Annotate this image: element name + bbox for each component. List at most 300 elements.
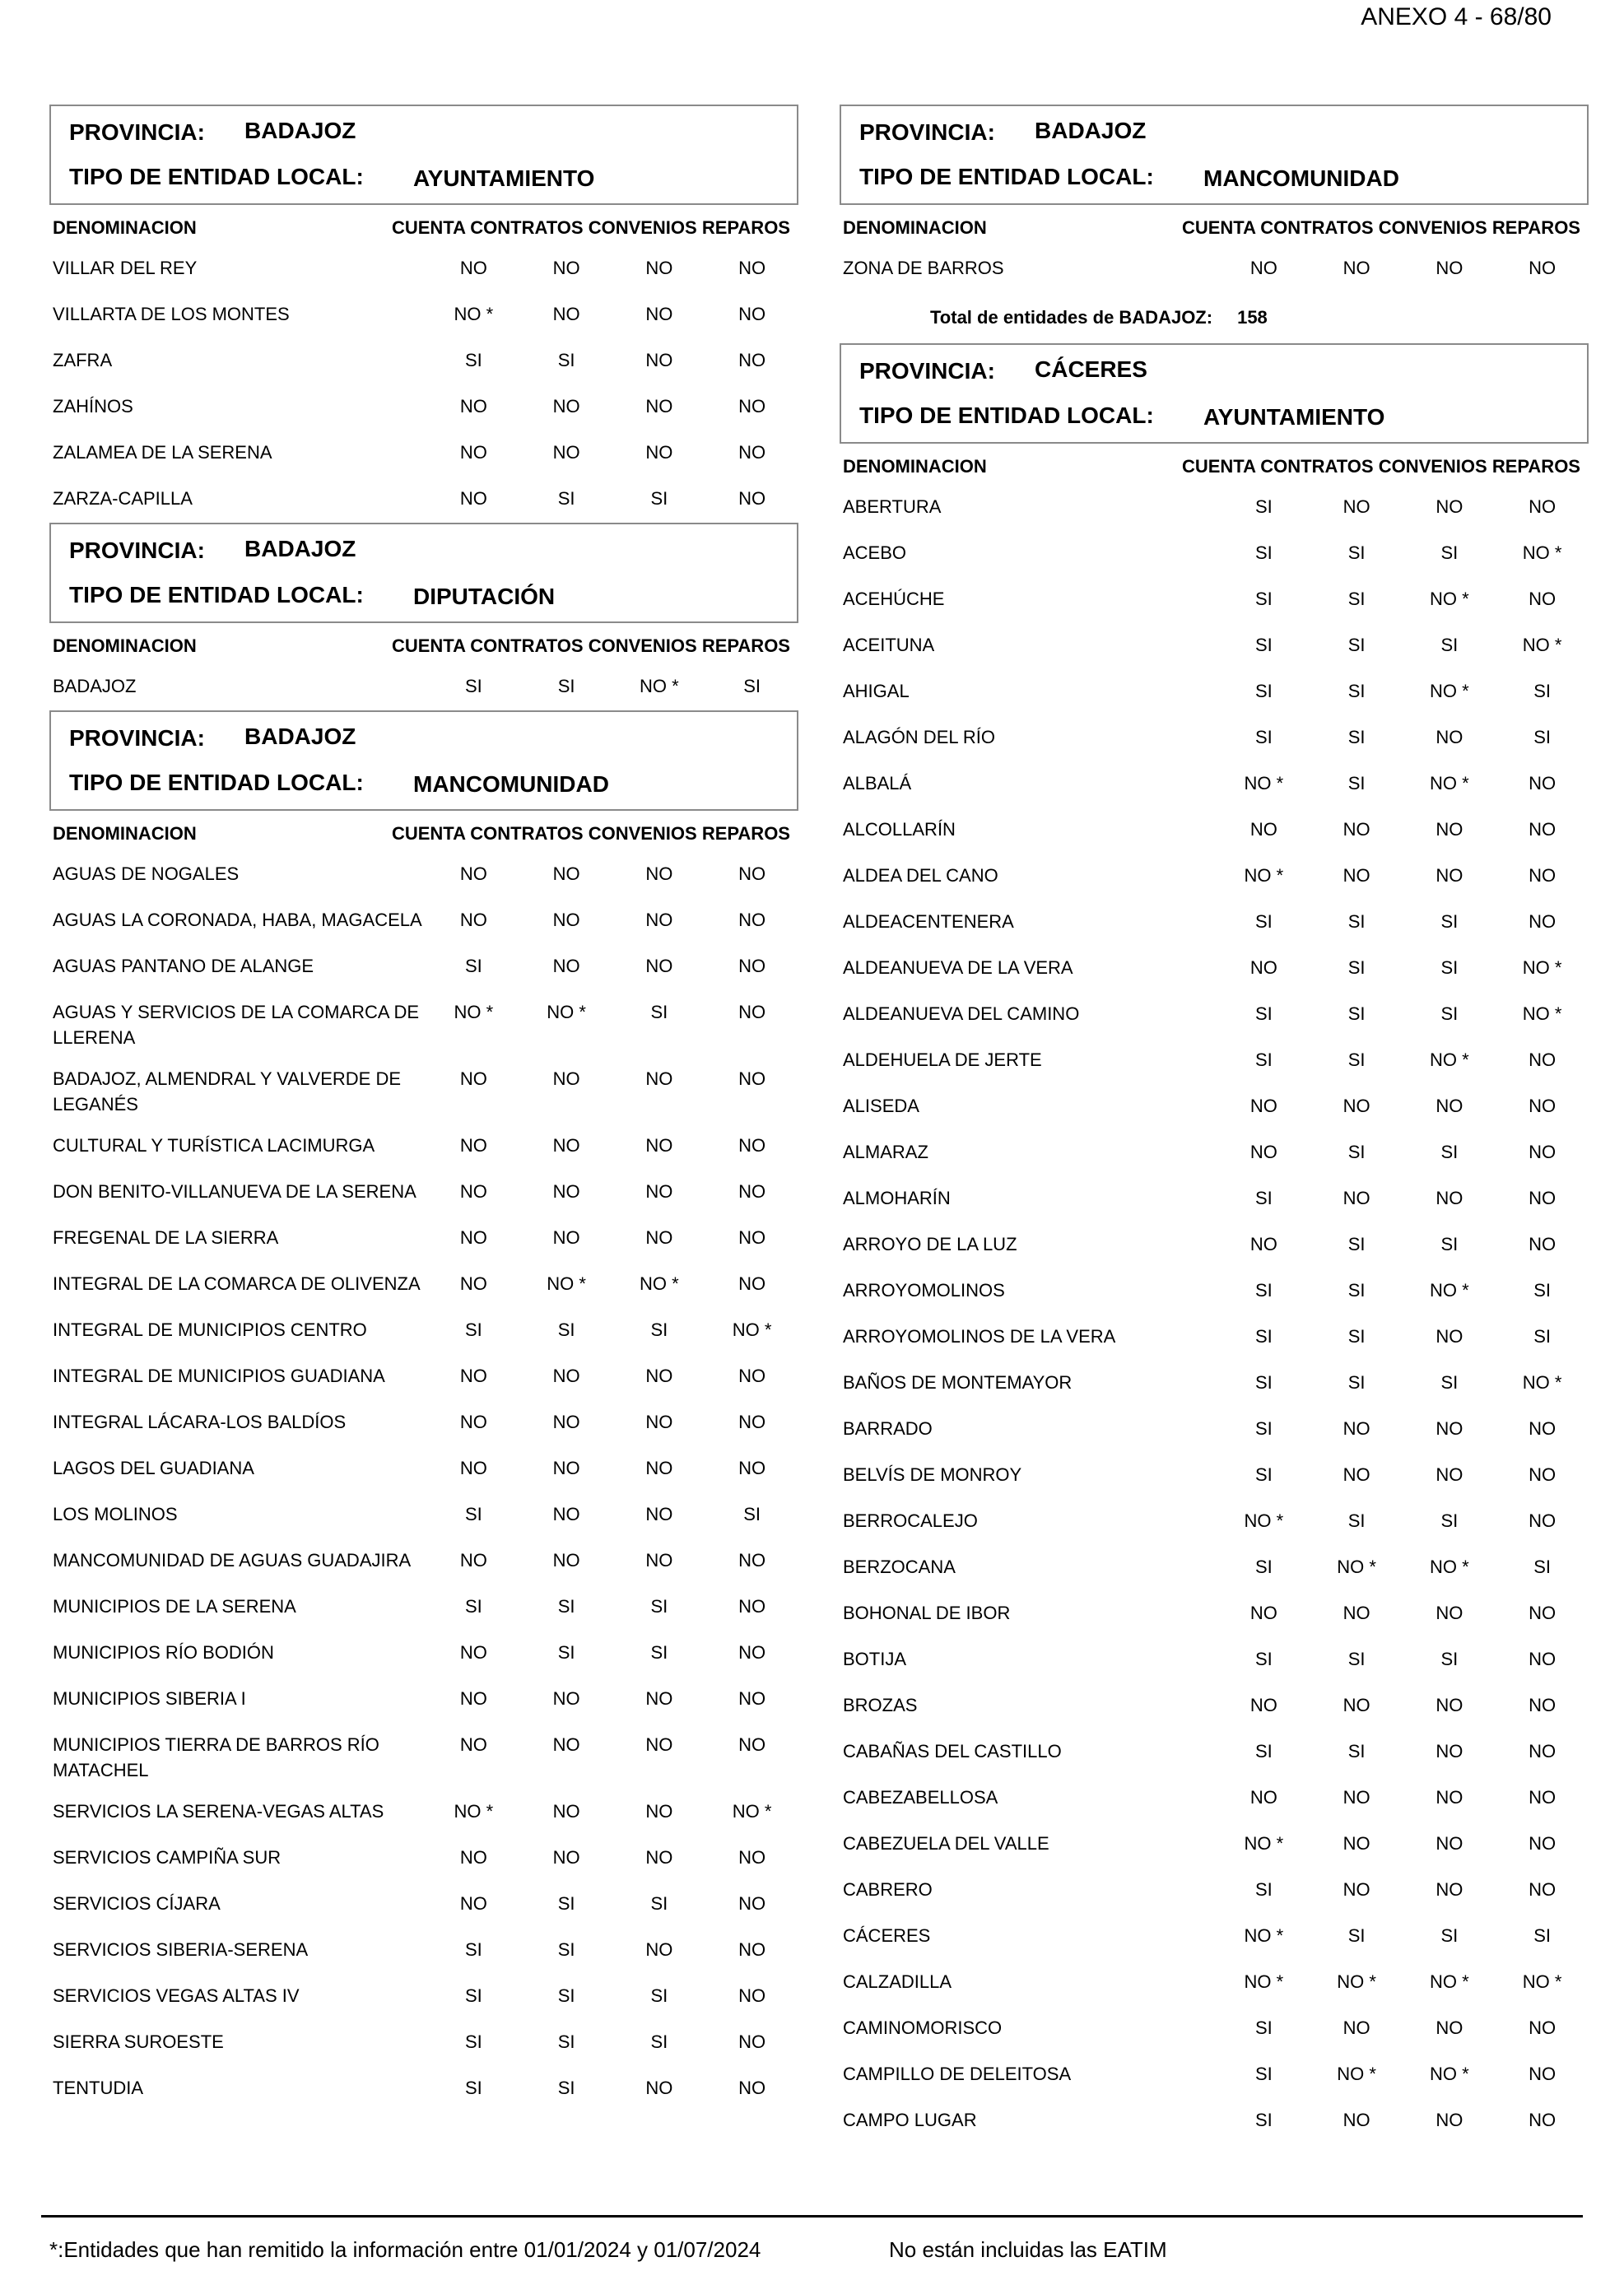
cuenta-value: NO [459, 863, 487, 884]
cuenta-value: NO [459, 1227, 487, 1248]
cuenta-value: NO [459, 1366, 487, 1386]
entity-name: CABRERO [843, 1879, 933, 1900]
reparos-value: NO [1529, 1603, 1557, 1623]
provincia-value: BADAJOZ [244, 536, 356, 561]
contratos-value: SI [1347, 589, 1366, 609]
reparos-value: NO [1529, 911, 1557, 932]
convenios-value: NO [1436, 819, 1463, 840]
convenios-value: NO * [1430, 1280, 1469, 1301]
cuenta-value: NO [1249, 819, 1277, 840]
status-columns-header: CUENTA CONTRATOS CONVENIOS REPAROS [391, 635, 790, 656]
table-row [840, 1453, 1589, 1499]
contratos-value: NO [552, 910, 580, 930]
reparos-value: SI [743, 1504, 761, 1524]
table-row [49, 1974, 798, 2020]
table-row [49, 1308, 798, 1354]
entity-name: BARRADO [843, 1418, 933, 1439]
cuenta-value: SI [1254, 681, 1273, 701]
cuenta-value: NO [1249, 1603, 1277, 1623]
convenios-value: SI [650, 1893, 668, 1914]
reparos-value: NO [738, 1642, 766, 1663]
table-row [49, 292, 798, 338]
contratos-value: NO [1342, 2110, 1370, 2130]
table-row [840, 577, 1589, 623]
convenios-value: NO * [1430, 589, 1469, 609]
table-row [840, 1868, 1589, 1914]
table-row [840, 1637, 1589, 1683]
entity-name: ALISEDA [843, 1096, 919, 1116]
table-row [49, 1170, 798, 1216]
entity-name: CABAÑAS DEL CASTILLO [843, 1741, 1062, 1761]
left-column [49, 105, 798, 2112]
total-label: Total de entidades de BADAJOZ: [930, 307, 1213, 328]
cuenta-value: NO [459, 1135, 487, 1156]
entity-name: SERVICIOS CAMPIÑA SUR [53, 1847, 282, 1868]
contratos-value: SI [1347, 1280, 1366, 1301]
contratos-value: NO [552, 1504, 580, 1524]
cuenta-value: SI [1254, 911, 1273, 932]
table-row [49, 1354, 798, 1400]
table-row [49, 2066, 798, 2112]
cuenta-value: SI [464, 1985, 482, 2006]
contratos-value: NO [552, 1366, 580, 1386]
contratos-value: NO [1342, 819, 1370, 840]
entity-name: CABEZABELLOSA [843, 1787, 998, 1808]
reparos-value: NO [738, 1688, 766, 1709]
right-column [840, 105, 1589, 2144]
contratos-value: SI [1347, 1003, 1366, 1024]
convenios-value: NO [645, 910, 673, 930]
convenios-value: SI [1440, 911, 1459, 932]
reparos-value: NO * [1522, 1971, 1562, 1992]
convenios-value: NO [1436, 1326, 1463, 1347]
entity-name: BERROCALEJO [843, 1510, 978, 1531]
cuenta-value: NO * [1244, 1971, 1284, 1992]
table-row [840, 807, 1589, 854]
tipo-entidad-value: AYUNTAMIENTO [1203, 404, 1385, 430]
entity-name: ARROYOMOLINOS DE LA VERA [843, 1326, 1116, 1347]
reparos-value: SI [1533, 1557, 1551, 1577]
cuenta-value: SI [1254, 1003, 1273, 1024]
contratos-value: NO [1342, 2017, 1370, 2038]
entity-name: ALDEA DEL CANO [843, 865, 998, 886]
table-row [49, 338, 798, 384]
footnote: *:Entidades que han remitido la información entre 01/01/2024 y 01/07/2024 [49, 2237, 761, 2262]
table-row [49, 1492, 798, 1538]
table-row [840, 992, 1589, 1038]
reparos-value: NO [1529, 1649, 1557, 1669]
convenios-value: NO [645, 1458, 673, 1478]
cuenta-value: NO [459, 1068, 487, 1089]
cuenta-value: NO [1249, 1142, 1277, 1162]
reparos-value: NO [1529, 1741, 1557, 1761]
reparos-value: NO [738, 350, 766, 370]
entity-header-box [49, 105, 798, 205]
contratos-value: SI [557, 488, 575, 509]
reparos-value: NO [738, 258, 766, 278]
table-row [49, 852, 798, 898]
reparos-value: NO [738, 1002, 766, 1022]
reparos-value: NO [738, 488, 766, 509]
reparos-value: NO [1529, 773, 1557, 793]
convenios-value: NO [645, 396, 673, 417]
contratos-value: NO [552, 1412, 580, 1432]
table-row [49, 1057, 798, 1124]
contratos-value: SI [557, 2078, 575, 2098]
table-row [840, 1914, 1589, 1960]
cuenta-value: SI [1254, 1464, 1273, 1485]
reparos-value: NO [738, 1985, 766, 2006]
entity-name: LAGOS DEL GUADIANA [53, 1458, 254, 1478]
contratos-value: NO [552, 863, 580, 884]
reparos-value: NO * [1522, 1003, 1562, 1024]
entity-name: VILLARTA DE LOS MONTES [53, 304, 290, 324]
cuenta-value: NO [459, 488, 487, 509]
reparos-value: NO [1529, 1234, 1557, 1254]
entity-name: VILLAR DEL REY [53, 258, 198, 278]
convenios-value: NO [1436, 2110, 1463, 2130]
table-row [840, 1407, 1589, 1453]
contratos-value: SI [1347, 1234, 1366, 1254]
status-columns-header: CUENTA CONTRATOS CONVENIOS REPAROS [1181, 456, 1580, 477]
cuenta-value: NO [459, 1688, 487, 1709]
reparos-value: NO [738, 304, 766, 324]
reparos-value: NO [1529, 2110, 1557, 2130]
entity-name: FREGENAL DE LA SIERRA [53, 1227, 279, 1248]
table-row [840, 246, 1589, 292]
convenios-value: NO [1436, 1418, 1463, 1439]
table-row [49, 1882, 798, 1928]
table-row [49, 664, 798, 710]
table-row [840, 1268, 1589, 1315]
convenios-value: NO [645, 1939, 673, 1960]
cuenta-value: SI [1254, 1372, 1273, 1393]
provincia-label: PROVINCIA: [69, 725, 205, 751]
convenios-value: NO [645, 956, 673, 976]
convenios-value: NO [645, 1550, 673, 1571]
entity-name: SERVICIOS CÍJARA [53, 1893, 221, 1914]
contratos-value: NO [552, 1181, 580, 1202]
reparos-value: NO [738, 1273, 766, 1294]
reparos-value: NO [738, 1412, 766, 1432]
convenios-value: SI [650, 1002, 668, 1022]
entity-name: AGUAS LA CORONADA, HABA, MAGACELA [53, 910, 422, 930]
contratos-value: SI [1347, 1925, 1366, 1946]
column-header [49, 628, 798, 664]
entity-name: MANCOMUNIDAD DE AGUAS GUADAJIRA [53, 1550, 412, 1571]
contratos-value: NO [552, 1847, 580, 1868]
entity-name: ALDEACENTENERA [843, 911, 1014, 932]
convenios-value: NO [1436, 1603, 1463, 1623]
reparos-value: NO [738, 1181, 766, 1202]
contratos-value: NO [552, 1688, 580, 1709]
contratos-value: NO [552, 1068, 580, 1089]
tipo-entidad-label: TIPO DE ENTIDAD LOCAL: [859, 403, 1154, 428]
table-row [840, 2098, 1589, 2144]
entity-name: DON BENITO-VILLANUEVA DE LA SERENA [53, 1181, 416, 1202]
entity-name: ALCOLLARÍN [843, 819, 956, 840]
entity-name: CALZADILLA [843, 1971, 952, 1992]
cuenta-value: NO [459, 258, 487, 278]
entity-header-box [49, 710, 798, 811]
table-row [49, 2020, 798, 2066]
column-header [49, 210, 798, 246]
reparos-value: NO [738, 1227, 766, 1248]
convenios-value: NO * [1430, 681, 1469, 701]
cuenta-value: SI [1254, 1741, 1273, 1761]
contratos-value: NO [1342, 496, 1370, 517]
entity-name: INTEGRAL DE MUNICIPIOS CENTRO [53, 1319, 367, 1340]
cuenta-value: NO [459, 910, 487, 930]
contratos-value: NO [1342, 1833, 1370, 1854]
contratos-value: NO [1342, 1464, 1370, 1485]
reparos-value: NO [738, 1135, 766, 1156]
cuenta-value: NO * [1244, 865, 1284, 886]
reparos-value: SI [1533, 727, 1551, 747]
cuenta-value: NO * [454, 1801, 494, 1822]
contratos-value: SI [1347, 1049, 1366, 1070]
entity-name: BADAJOZ [53, 676, 137, 696]
provincia-label: PROVINCIA: [69, 119, 205, 145]
entity-name: SERVICIOS VEGAS ALTAS IV [53, 1985, 300, 2006]
entity-name: AHIGAL [843, 681, 910, 701]
status-columns-header: CUENTA CONTRATOS CONVENIOS REPAROS [1181, 217, 1580, 238]
provincia-label: PROVINCIA: [859, 119, 995, 145]
reparos-value: SI [1533, 1925, 1551, 1946]
reparos-value: NO [1529, 496, 1557, 517]
cuenta-value: NO * [1244, 1925, 1284, 1946]
convenios-value: NO [645, 350, 673, 370]
entity-name: BOTIJA [843, 1649, 907, 1669]
reparos-value: NO [738, 396, 766, 417]
cuenta-value: NO [1249, 1096, 1277, 1116]
reparos-value: NO [1529, 1464, 1557, 1485]
tipo-entidad-value: AYUNTAMIENTO [413, 165, 595, 191]
provincia-value: BADAJOZ [1035, 118, 1147, 143]
convenios-value: SI [650, 488, 668, 509]
cuenta-value: SI [1254, 2017, 1273, 2038]
reparos-value: NO [1529, 1510, 1557, 1531]
convenios-value: NO [1436, 1096, 1463, 1116]
convenios-value: NO [645, 258, 673, 278]
cuenta-value: NO * [454, 1002, 494, 1022]
reparos-value: NO [1529, 1833, 1557, 1854]
reparos-value: NO [738, 1596, 766, 1617]
convenios-value: NO [645, 1412, 673, 1432]
contratos-value: NO [552, 1458, 580, 1478]
contratos-value: SI [1347, 773, 1366, 793]
contratos-value: NO [1342, 865, 1370, 886]
entity-name: ZAHÍNOS [53, 396, 133, 417]
reparos-value: NO * [1522, 542, 1562, 563]
reparos-value: NO [1529, 1142, 1557, 1162]
tipo-entidad-value: DIPUTACIÓN [413, 584, 556, 609]
cuenta-value: NO [459, 442, 487, 463]
entity-name: TENTUDIA [53, 2078, 143, 2098]
reparos-value: NO [738, 1366, 766, 1386]
convenios-value: NO [1436, 1695, 1463, 1715]
table-row [840, 1729, 1589, 1775]
entity-name: ALDEANUEVA DEL CAMINO [843, 1003, 1080, 1024]
contratos-value: NO [552, 304, 580, 324]
convenios-value: SI [650, 1596, 668, 1617]
entity-name: ZARZA-CAPILLA [53, 488, 193, 509]
contratos-value: NO * [547, 1273, 586, 1294]
convenios-value: NO [645, 442, 673, 463]
entity-name: AGUAS Y SERVICIOS DE LA COMARCA DE LLERENA [53, 1002, 420, 1048]
cuenta-value: SI [1254, 1649, 1273, 1669]
convenios-value: SI [1440, 1234, 1459, 1254]
table-row [840, 1499, 1589, 1545]
reparos-value: NO [738, 1068, 766, 1089]
contratos-value: NO [552, 1135, 580, 1156]
contratos-value: SI [557, 1893, 575, 1914]
table-row [840, 854, 1589, 900]
table-row [49, 1789, 798, 1836]
entity-name: CAMPILLO DE DELEITOSA [843, 2064, 1072, 2084]
entity-name: CABEZUELA DEL VALLE [843, 1833, 1049, 1854]
cuenta-value: NO [1249, 258, 1277, 278]
convenios-value: NO * [1430, 773, 1469, 793]
entity-name: INTEGRAL DE MUNICIPIOS GUADIANA [53, 1366, 385, 1386]
reparos-value: NO [1529, 819, 1557, 840]
provincia-value: CÁCERES [1035, 356, 1147, 382]
table-row [49, 1723, 798, 1789]
convenios-value: NO * [1430, 1049, 1469, 1070]
cuenta-value: NO * [1244, 1510, 1284, 1531]
cuenta-value: SI [1254, 496, 1273, 517]
table-row [49, 246, 798, 292]
convenios-value: NO [645, 1734, 673, 1755]
convenios-value: NO [645, 2078, 673, 2098]
entity-name: LOS MOLINOS [53, 1504, 178, 1524]
cuenta-value: SI [464, 350, 482, 370]
tipo-entidad-value: MANCOMUNIDAD [1203, 165, 1399, 191]
entity-header-box [49, 523, 798, 623]
entity-name: ACEBO [843, 542, 907, 563]
cuenta-value: NO [1249, 1695, 1277, 1715]
entity-name: BOHONAL DE IBOR [843, 1603, 1011, 1623]
table-row [840, 2052, 1589, 2098]
contratos-value: NO [552, 1734, 580, 1755]
provincia-value: BADAJOZ [244, 118, 356, 143]
entity-name: INTEGRAL LÁCARA-LOS BALDÍOS [53, 1412, 347, 1432]
convenios-value: NO [1436, 1188, 1463, 1208]
convenios-value: NO [1436, 1464, 1463, 1485]
convenios-value: NO [1436, 865, 1463, 886]
reparos-value: NO [738, 1550, 766, 1571]
entity-name: AGUAS DE NOGALES [53, 863, 240, 884]
contratos-value: SI [1347, 542, 1366, 563]
convenios-value: NO * [640, 1273, 679, 1294]
contratos-value: NO [552, 1801, 580, 1822]
reparos-value: NO [1529, 2017, 1557, 2038]
cuenta-value: SI [1254, 727, 1273, 747]
page-header: ANEXO 4 - 68/80 [1361, 3, 1552, 30]
convenios-value: NO [1436, 727, 1463, 747]
table-row [840, 1315, 1589, 1361]
cuenta-value: SI [464, 2078, 482, 2098]
province-total [840, 292, 1589, 343]
table-row [840, 1176, 1589, 1222]
contratos-value: NO [1342, 1096, 1370, 1116]
entity-name: CULTURAL Y TURÍSTICA LACIMURGA [53, 1135, 375, 1156]
cuenta-value: NO [459, 1412, 487, 1432]
reparos-value: NO [1529, 1695, 1557, 1715]
table-row [840, 900, 1589, 946]
reparos-value: NO [738, 1734, 766, 1755]
table-row [49, 1400, 798, 1446]
table-row [49, 1216, 798, 1262]
table-row [840, 1960, 1589, 2006]
cuenta-value: SI [464, 1939, 482, 1960]
entity-name: ALMARAZ [843, 1142, 928, 1162]
table-row [840, 669, 1589, 715]
denominacion-header: DENOMINACION [53, 823, 197, 844]
reparos-value: NO [1529, 1418, 1557, 1439]
table-row [49, 477, 798, 523]
entity-name: ZAFRA [53, 350, 113, 370]
reparos-value: NO [738, 442, 766, 463]
entity-name: BROZAS [843, 1695, 918, 1715]
reparos-value: NO [738, 863, 766, 884]
contratos-value: SI [1347, 1649, 1366, 1669]
convenios-value: SI [1440, 542, 1459, 563]
convenios-value: NO [1436, 1787, 1463, 1808]
table-row [49, 1836, 798, 1882]
cuenta-value: SI [1254, 2064, 1273, 2084]
table-row [840, 1084, 1589, 1130]
convenios-value: NO [1436, 1879, 1463, 1900]
reparos-value: NO [1529, 1787, 1557, 1808]
convenios-value: SI [650, 1319, 668, 1340]
reparos-value: NO [738, 910, 766, 930]
contratos-value: NO [552, 396, 580, 417]
entity-header-box [840, 343, 1589, 444]
entity-name: ARROYO DE LA LUZ [843, 1234, 1017, 1254]
entity-name: BADAJOZ, ALMENDRAL Y VALVERDE DE LEGANÉS [53, 1068, 402, 1115]
table-row [49, 1124, 798, 1170]
entity-name: MUNICIPIOS TIERRA DE BARROS RÍO MATACHEL [53, 1734, 379, 1780]
denominacion-header: DENOMINACION [843, 217, 987, 238]
entity-name: MUNICIPIOS DE LA SERENA [53, 1596, 296, 1617]
cuenta-value: NO [459, 1181, 487, 1202]
cuenta-value: NO [1249, 957, 1277, 978]
contratos-value: SI [557, 350, 575, 370]
table-row [840, 1361, 1589, 1407]
reparos-value: NO [1529, 1879, 1557, 1900]
entity-name: MUNICIPIOS SIBERIA I [53, 1688, 246, 1709]
convenios-value: NO [645, 1801, 673, 1822]
convenios-value: SI [650, 1642, 668, 1663]
entity-name: ALMOHARÍN [843, 1188, 951, 1208]
reparos-value: NO * [1522, 635, 1562, 655]
contratos-value: NO * [1337, 2064, 1376, 2084]
cuenta-value: NO [459, 1734, 487, 1755]
table-row [840, 2006, 1589, 2052]
contratos-value: SI [1347, 1326, 1366, 1347]
table-row [840, 1130, 1589, 1176]
convenios-value: SI [1440, 1925, 1459, 1946]
entity-name: ACEITUNA [843, 635, 935, 655]
entity-name: CAMPO LUGAR [843, 2110, 977, 2130]
reparos-value: NO [1529, 1049, 1557, 1070]
table-row [49, 384, 798, 430]
provincia-label: PROVINCIA: [859, 358, 995, 384]
reparos-value: NO [1529, 1188, 1557, 1208]
table-row [840, 946, 1589, 992]
cuenta-value: SI [464, 1319, 482, 1340]
